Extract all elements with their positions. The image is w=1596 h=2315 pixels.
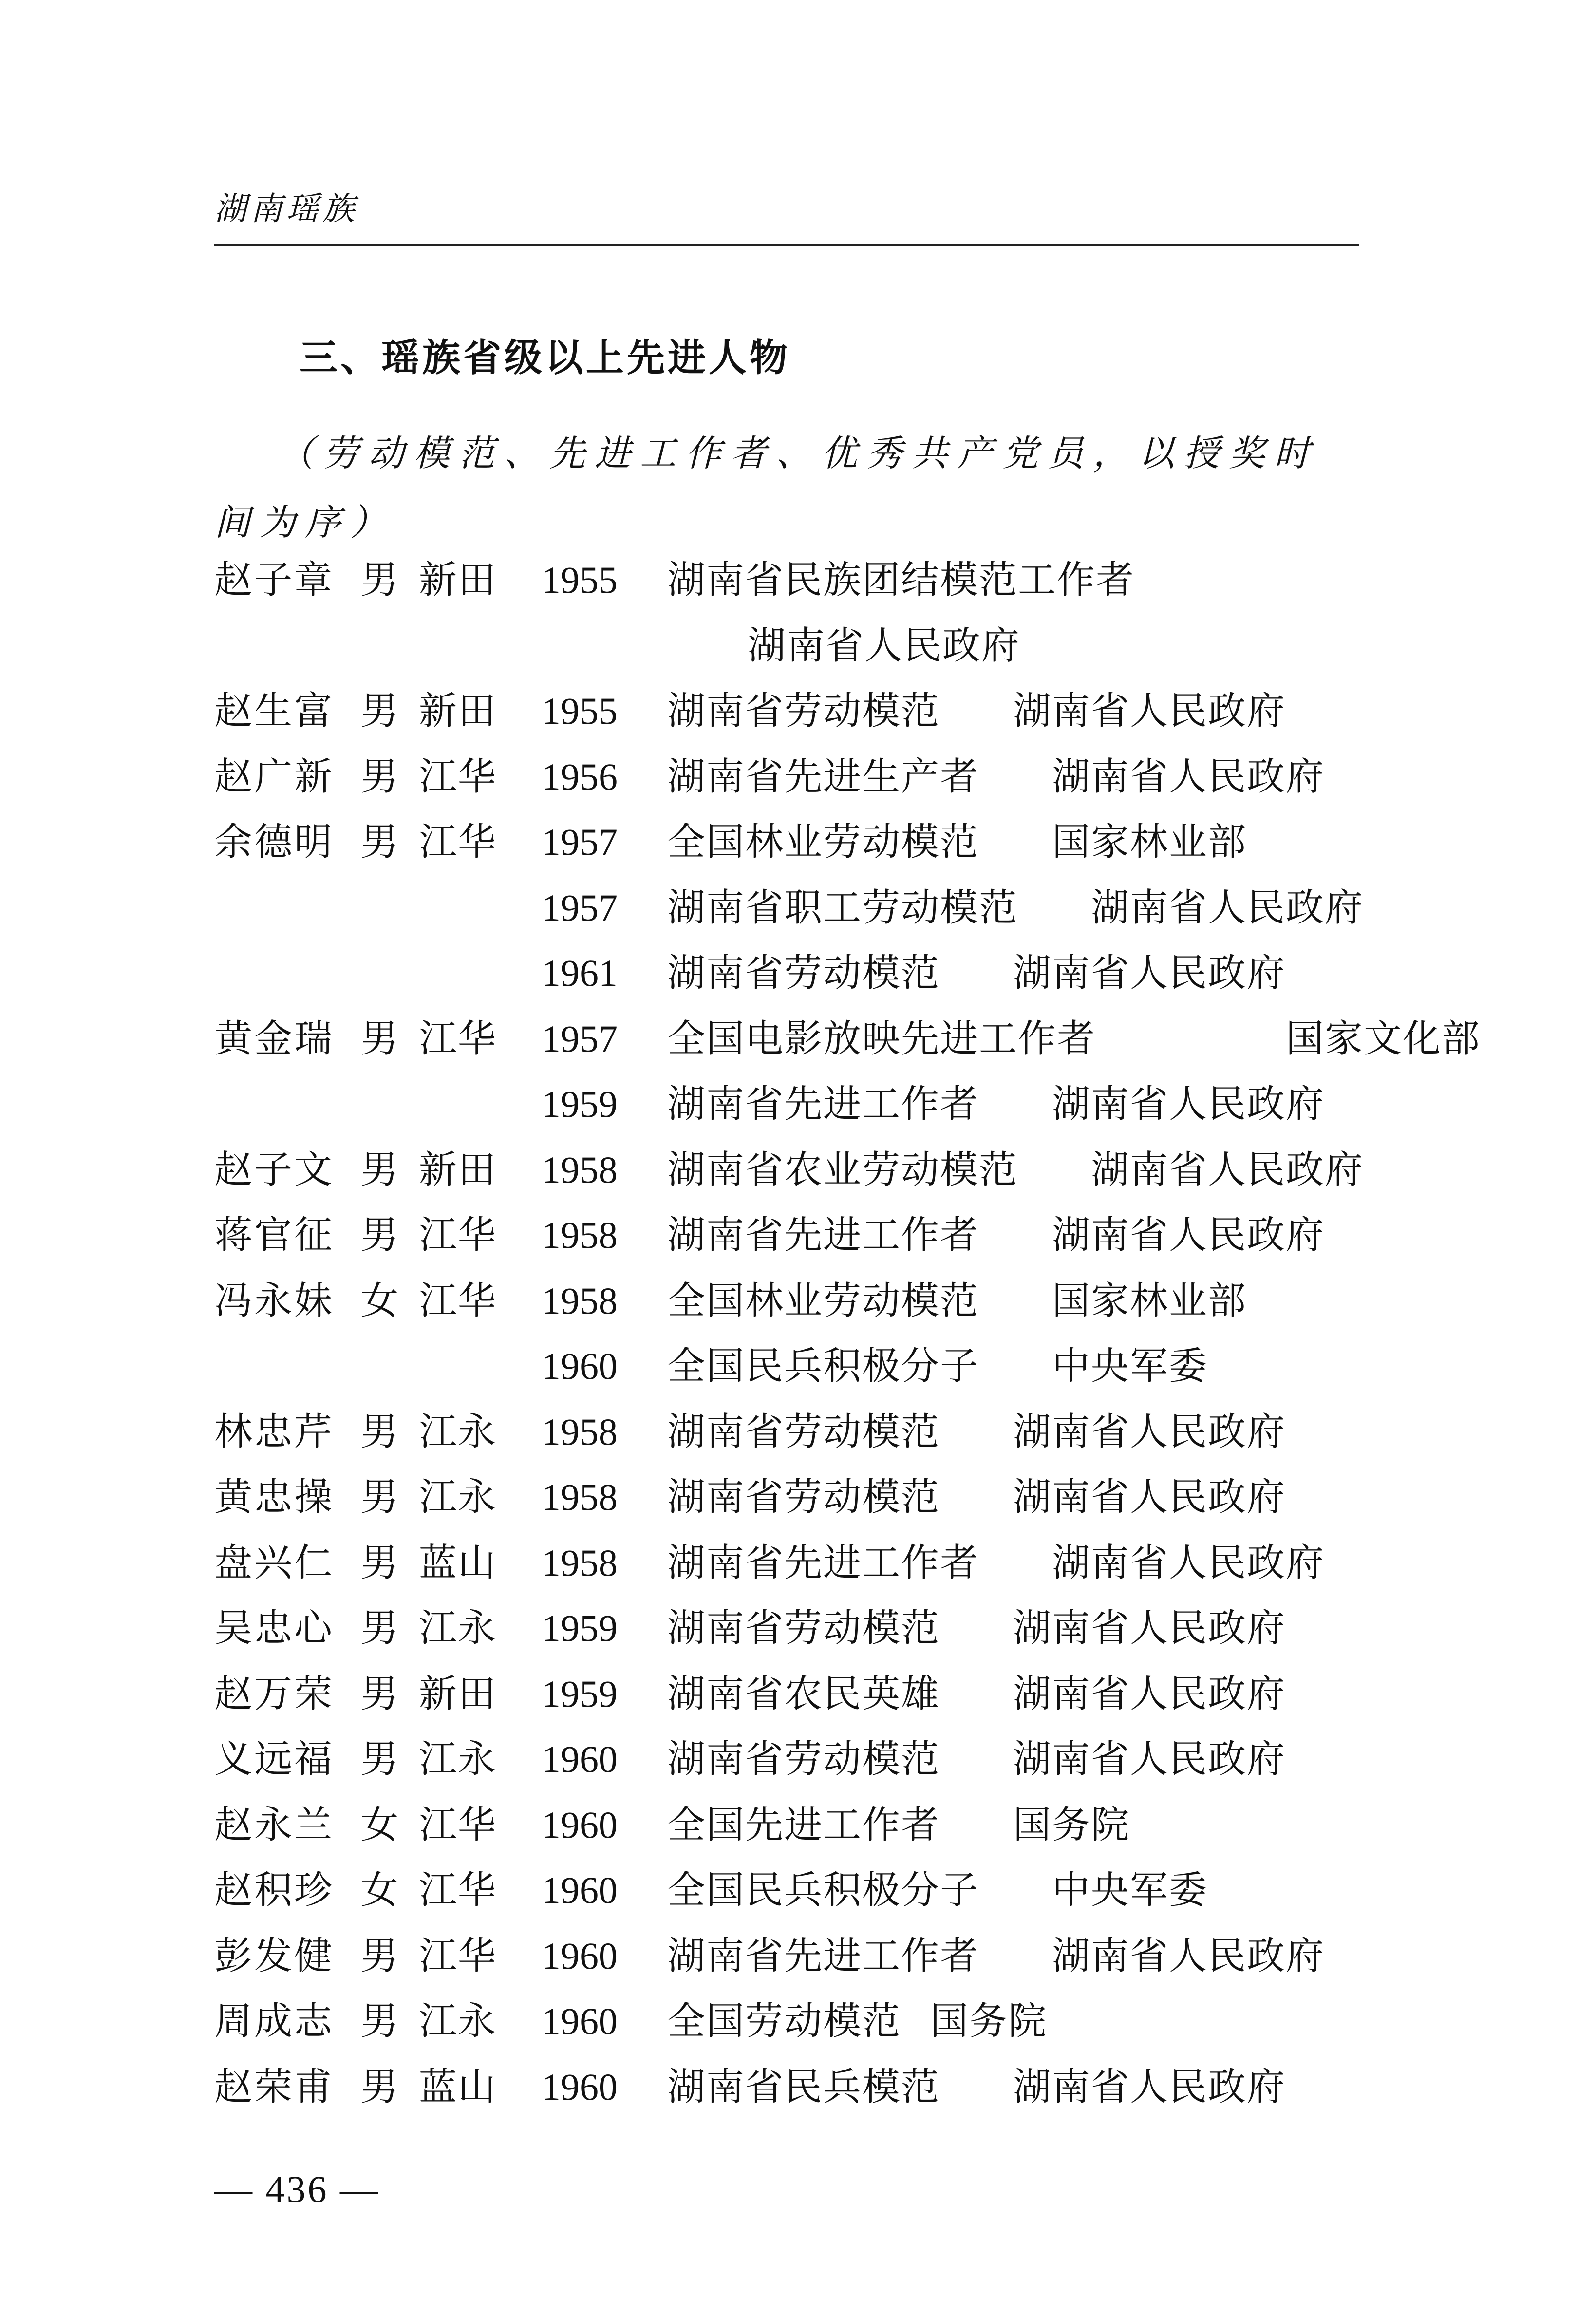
award-year: 1955 <box>542 559 618 601</box>
award-title: 湖南省劳动模范 <box>667 1410 940 1454</box>
award-year: 1957 <box>542 886 618 929</box>
award-title: 湖南省劳动模范 <box>667 1737 940 1781</box>
award-issuer: 湖南省人民政府 <box>748 623 1021 668</box>
list-item <box>214 744 1364 810</box>
person-name: 义远福 <box>214 1737 335 1781</box>
person-county: 江华 <box>419 1016 497 1061</box>
award-year: 1960 <box>542 1934 618 1977</box>
person-name: 赵子文 <box>214 1148 335 1192</box>
person-county: 江华 <box>419 820 497 864</box>
award-title: 湖南省劳动模范 <box>667 689 940 733</box>
person-name: 赵荣甫 <box>214 2065 335 2109</box>
award-year: 1958 <box>542 1279 618 1322</box>
award-issuer: 国家林业部 <box>1052 1279 1247 1323</box>
list-item <box>214 1596 1364 1661</box>
award-year: 1957 <box>542 1017 618 1060</box>
award-issuer: 湖南省人民政府 <box>1013 1672 1286 1716</box>
person-gender: 男 <box>360 1410 399 1454</box>
award-year: 1961 <box>542 952 618 994</box>
award-year: 1957 <box>542 821 618 863</box>
award-title: 全国林业劳动模范 <box>667 1279 979 1323</box>
award-issuer: 湖南省人民政府 <box>1052 754 1325 799</box>
person-gender: 男 <box>360 820 399 864</box>
list-item <box>214 613 1364 679</box>
person-gender: 男 <box>360 1475 399 1519</box>
header-rule <box>214 244 1359 246</box>
award-issuer: 湖南省人民政府 <box>1052 1082 1325 1126</box>
person-county: 江永 <box>419 1737 497 1781</box>
list-item <box>214 2054 1364 2120</box>
list-item <box>214 1465 1364 1530</box>
award-year: 1958 <box>542 1214 618 1256</box>
person-county: 江永 <box>419 1410 497 1454</box>
list-item <box>214 1530 1364 1596</box>
award-title: 湖南省劳动模范 <box>667 1475 940 1519</box>
person-name: 蒋官征 <box>214 1213 335 1257</box>
list-item <box>214 1989 1364 2054</box>
list-item <box>214 1006 1481 1072</box>
award-title: 湖南省职工劳动模范 <box>667 885 1018 930</box>
running-head: 湖南瑶族 <box>214 190 358 227</box>
award-issuer: 湖南省人民政府 <box>1013 689 1286 733</box>
award-title: 全国民兵积极分子 <box>667 1868 979 1912</box>
award-issuer: 湖南省人民政府 <box>1013 2065 1286 2109</box>
award-issuer: 中央军委 <box>1052 1344 1208 1388</box>
award-year: 1959 <box>542 1083 618 1125</box>
person-county: 新田 <box>419 1672 497 1716</box>
person-county: 江华 <box>419 1803 497 1847</box>
person-county: 江华 <box>419 754 497 799</box>
award-title: 湖南省先进工作者 <box>667 1541 979 1585</box>
list-item <box>214 809 1364 875</box>
award-issuer: 中央军委 <box>1052 1868 1208 1912</box>
list-item <box>214 1203 1364 1268</box>
award-issuer: 国务院 <box>1013 1803 1130 1847</box>
award-year: 1960 <box>542 1869 618 1911</box>
award-issuer: 国家林业部 <box>1052 820 1247 864</box>
person-name: 赵万荣 <box>214 1672 335 1716</box>
award-issuer: 湖南省人民政府 <box>1013 1606 1286 1650</box>
award-issuer: 湖南省人民政府 <box>1052 1213 1325 1257</box>
person-county: 江华 <box>419 1213 497 1257</box>
award-title: 全国劳动模范 <box>667 1999 901 2043</box>
award-year: 1958 <box>542 1541 618 1584</box>
person-gender: 男 <box>360 754 399 799</box>
person-county: 蓝山 <box>419 1541 497 1585</box>
award-year: 1960 <box>542 2000 618 2042</box>
person-name: 黄金瑞 <box>214 1016 335 1061</box>
list-item <box>214 1661 1364 1727</box>
person-gender: 男 <box>360 1016 399 1061</box>
award-year: 1958 <box>542 1410 618 1453</box>
person-county: 蓝山 <box>419 2065 497 2109</box>
person-gender: 女 <box>360 1803 399 1847</box>
person-gender: 男 <box>360 1737 399 1781</box>
section-intro: （劳动模范、先进工作者、优秀共产党员，以授奖时间为序） <box>214 433 1319 544</box>
award-title: 湖南省民族团结模范工作者 <box>667 558 1135 602</box>
person-name: 林忠芹 <box>214 1410 335 1454</box>
person-gender: 男 <box>360 1999 399 2043</box>
person-gender: 男 <box>360 1934 399 1978</box>
award-year: 1960 <box>542 1345 618 1387</box>
page-number: — 436 — <box>214 2168 380 2210</box>
award-year: 1960 <box>542 2065 618 2108</box>
award-title: 全国民兵积极分子 <box>667 1344 979 1388</box>
award-year: 1959 <box>542 1607 618 1649</box>
person-name: 黄忠操 <box>214 1475 335 1519</box>
person-gender: 男 <box>360 689 399 733</box>
award-title: 湖南省民兵模范 <box>667 2065 940 2109</box>
list-item <box>214 678 1364 744</box>
award-issuer: 湖南省人民政府 <box>1013 1475 1286 1519</box>
person-name: 吴忠心 <box>214 1606 335 1650</box>
list-item <box>214 1072 1364 1137</box>
person-gender: 男 <box>360 558 399 602</box>
person-county: 新田 <box>419 1148 497 1192</box>
award-year: 1958 <box>542 1148 618 1191</box>
award-issuer: 湖南省人民政府 <box>1091 885 1364 930</box>
award-issuer: 湖南省人民政府 <box>1091 1148 1364 1192</box>
person-gender: 男 <box>360 1672 399 1716</box>
person-name: 赵生富 <box>214 689 335 733</box>
list-item <box>214 1334 1364 1399</box>
award-title: 湖南省先进工作者 <box>667 1934 979 1978</box>
list-item <box>214 1268 1364 1334</box>
person-county: 江华 <box>419 1868 497 1912</box>
person-county: 江华 <box>419 1934 497 1978</box>
list-item <box>214 1858 1364 1923</box>
person-name: 盘兴仁 <box>214 1541 335 1585</box>
person-county: 江华 <box>419 1279 497 1323</box>
person-gender: 男 <box>360 2065 399 2109</box>
list-item <box>214 547 1364 613</box>
award-title: 全国先进工作者 <box>667 1803 940 1847</box>
honoree-list <box>214 547 1481 2120</box>
list-item <box>214 941 1364 1006</box>
list-item <box>214 1727 1364 1792</box>
person-gender: 女 <box>360 1868 399 1912</box>
person-name: 赵永兰 <box>214 1803 335 1847</box>
person-gender: 男 <box>360 1606 399 1650</box>
award-title: 湖南省先进工作者 <box>667 1082 979 1126</box>
list-item <box>214 1923 1364 1989</box>
award-issuer: 国家文化部 <box>1286 1016 1481 1061</box>
award-year: 1956 <box>542 755 618 798</box>
list-item <box>214 875 1364 941</box>
person-name: 彭发健 <box>214 1934 335 1978</box>
award-title: 湖南省先进生产者 <box>667 754 979 799</box>
award-year: 1960 <box>542 1738 618 1780</box>
person-name: 赵子章 <box>214 558 335 602</box>
person-name: 赵广新 <box>214 754 335 799</box>
person-county: 江永 <box>419 1475 497 1519</box>
person-gender: 男 <box>360 1213 399 1257</box>
person-county: 新田 <box>419 689 497 733</box>
person-name: 周成志 <box>214 1999 335 2043</box>
award-year: 1960 <box>542 1803 618 1846</box>
award-issuer: 湖南省人民政府 <box>1013 1410 1286 1454</box>
person-county: 江永 <box>419 1999 497 2043</box>
award-issuer: 国务院 <box>930 1999 1048 2043</box>
award-issuer: 湖南省人民政府 <box>1052 1541 1325 1585</box>
award-issuer: 湖南省人民政府 <box>1013 1737 1286 1781</box>
award-title: 湖南省农民英雄 <box>667 1672 940 1716</box>
award-title: 全国林业劳动模范 <box>667 820 979 864</box>
award-title: 湖南省农业劳动模范 <box>667 1148 1018 1192</box>
award-issuer: 湖南省人民政府 <box>1013 951 1286 995</box>
person-name: 冯永妹 <box>214 1279 335 1323</box>
section-title: 三、瑶族省级以上先进人物 <box>300 336 791 380</box>
list-item <box>214 1399 1364 1465</box>
award-title: 湖南省劳动模范 <box>667 1606 940 1650</box>
award-title: 湖南省劳动模范 <box>667 951 940 995</box>
award-title: 全国电影放映先进工作者 <box>667 1016 1096 1061</box>
list-item <box>214 1792 1364 1858</box>
award-year: 1955 <box>542 690 618 732</box>
award-issuer: 湖南省人民政府 <box>1052 1934 1325 1978</box>
person-gender: 男 <box>360 1541 399 1585</box>
award-year: 1959 <box>542 1672 618 1715</box>
person-name: 余德明 <box>214 820 335 864</box>
person-county: 新田 <box>419 558 497 602</box>
person-name: 赵积珍 <box>214 1868 335 1912</box>
list-item <box>214 1137 1364 1203</box>
person-county: 江永 <box>419 1606 497 1650</box>
award-title: 湖南省先进工作者 <box>667 1213 979 1257</box>
award-year: 1958 <box>542 1476 618 1518</box>
person-gender: 男 <box>360 1148 399 1192</box>
person-gender: 女 <box>360 1279 399 1323</box>
